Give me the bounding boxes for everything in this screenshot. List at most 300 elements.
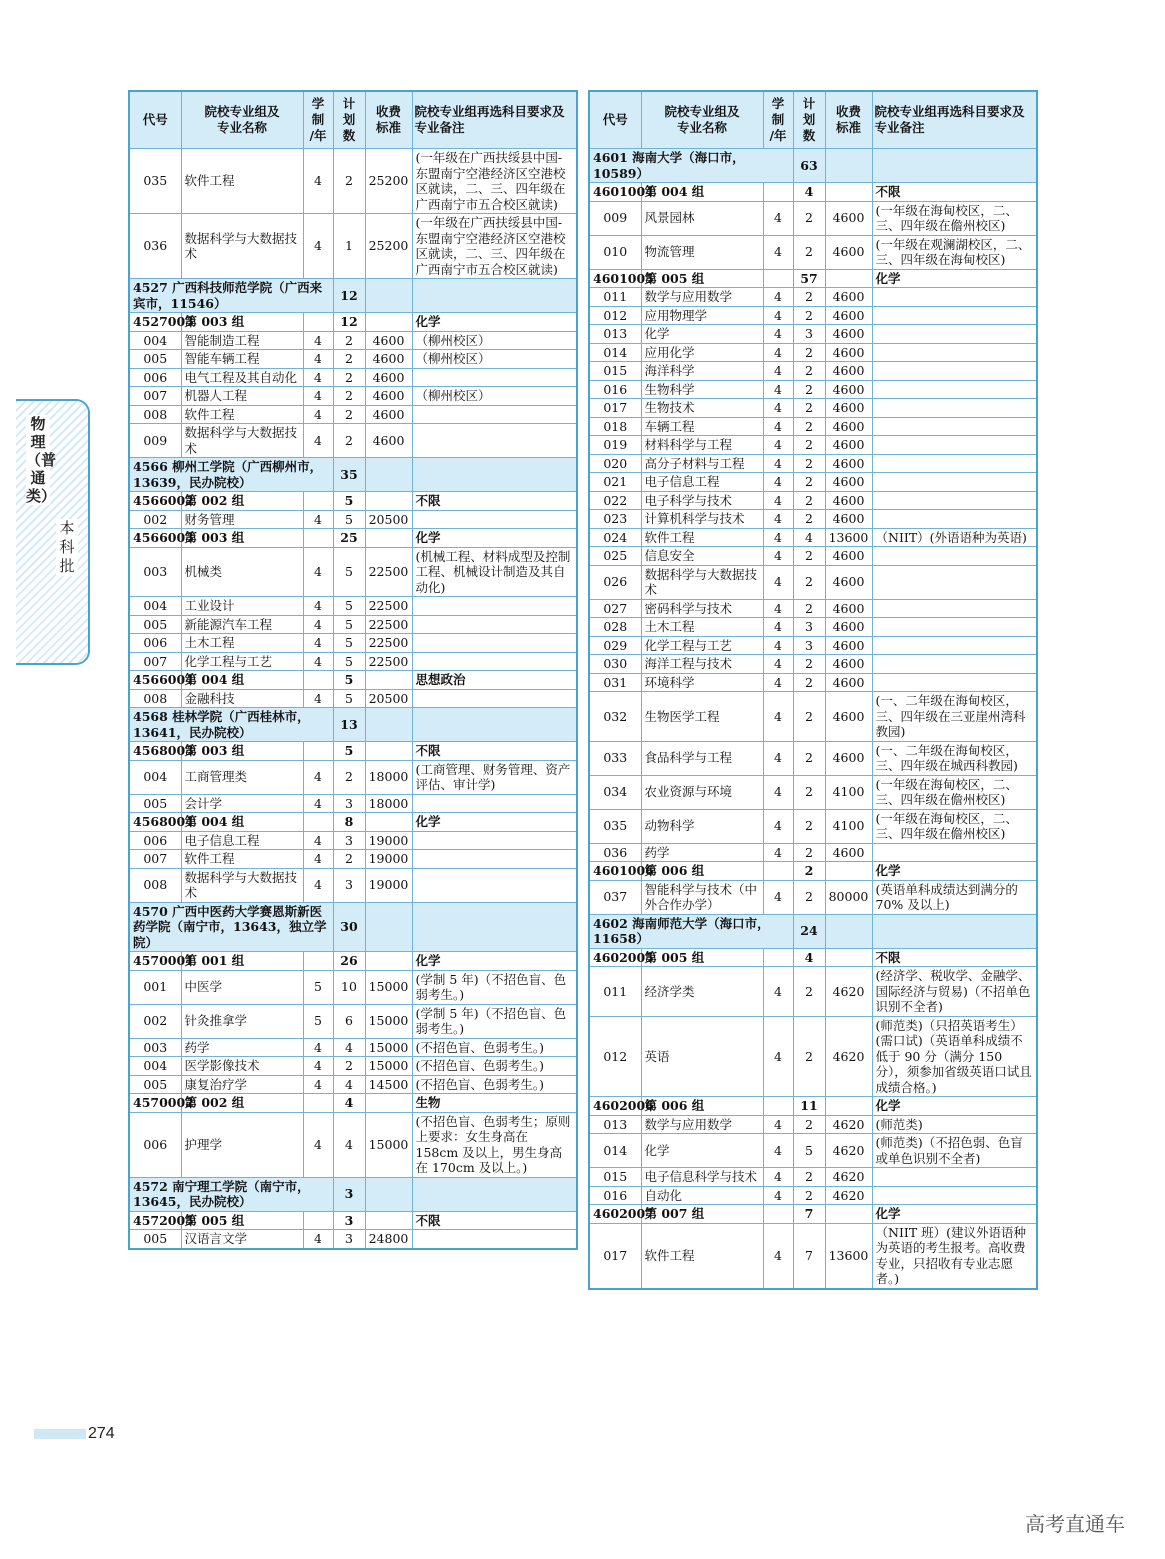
group-plan: 4	[793, 948, 825, 967]
group-code: 4570001	[129, 952, 181, 971]
major-plan: 2	[793, 741, 825, 775]
major-fee: 4600	[825, 673, 872, 692]
major-plan: 2	[793, 599, 825, 618]
university-row	[129, 902, 577, 952]
major-code: 006	[129, 831, 181, 850]
major-fee: 4600	[825, 636, 872, 655]
empty-cell	[763, 1205, 793, 1224]
major-name: 生物技术	[641, 399, 763, 418]
major-name: 电气工程及其自动化	[181, 368, 303, 387]
table-row	[129, 850, 577, 869]
major-years: 4	[303, 547, 333, 597]
university-row	[129, 1177, 577, 1211]
header-years: 学 制 /年	[303, 91, 333, 149]
major-fee: 4600	[825, 473, 872, 492]
major-code: 005	[129, 1075, 181, 1094]
major-name: 智能科学与技术（中外合作办学）	[641, 880, 763, 914]
major-note: （柳州校区）	[412, 331, 577, 350]
major-years: 4	[763, 343, 793, 362]
table-row	[589, 565, 1037, 599]
major-note: （NIIT 班）(建议外语语种为英语的考生报考。高收费专业，只招收有专业志愿者。)	[872, 1223, 1037, 1289]
major-years: 4	[303, 1057, 333, 1076]
major-fee: 4600	[825, 741, 872, 775]
major-name: 应用化学	[641, 343, 763, 362]
major-fee: 4600	[825, 380, 872, 399]
major-fee: 4600	[825, 306, 872, 325]
major-name: 机器人工程	[181, 387, 303, 406]
group-plan: 2	[793, 862, 825, 881]
major-note	[412, 850, 577, 869]
major-fee: 22500	[365, 547, 412, 597]
group-code: 4568003	[129, 742, 181, 761]
major-note	[872, 673, 1037, 692]
major-note	[872, 510, 1037, 529]
major-fee: 4600	[825, 599, 872, 618]
major-fee: 4600	[825, 288, 872, 307]
table-row	[129, 149, 577, 214]
header-notes: 院校专业组再选科目要求及 专业备注	[412, 91, 577, 149]
table-row	[589, 362, 1037, 381]
major-years: 4	[303, 214, 333, 279]
major-fee: 15000	[365, 970, 412, 1004]
major-note	[872, 1168, 1037, 1187]
empty-cell	[763, 948, 793, 967]
major-code: 004	[129, 1057, 181, 1076]
university-row	[129, 279, 577, 313]
major-note	[872, 655, 1037, 674]
group-plan: 12	[333, 313, 365, 332]
major-name: 金融科技	[181, 689, 303, 708]
major-plan: 2	[793, 491, 825, 510]
empty-cell	[365, 952, 412, 971]
group-row	[129, 529, 577, 548]
table-row	[589, 1168, 1037, 1187]
major-years: 4	[763, 843, 793, 862]
group-plan: 8	[333, 813, 365, 832]
major-name: 数据科学与大数据技术	[181, 868, 303, 902]
major-code: 017	[589, 399, 641, 418]
major-note	[872, 1186, 1037, 1205]
group-row	[589, 269, 1037, 288]
group-row	[589, 948, 1037, 967]
empty-cell	[412, 708, 577, 742]
major-code: 006	[129, 634, 181, 653]
major-years: 4	[303, 510, 333, 529]
major-years: 4	[303, 1230, 333, 1249]
group-subject-requirement: 不限	[412, 492, 577, 511]
major-code: 036	[129, 214, 181, 279]
major-note: (师范类)	[872, 1115, 1037, 1134]
table-row	[589, 528, 1037, 547]
empty-cell	[303, 492, 333, 511]
major-plan: 2	[333, 405, 365, 424]
major-code: 015	[589, 1168, 641, 1187]
major-name: 土木工程	[641, 618, 763, 637]
major-years: 4	[763, 491, 793, 510]
major-years: 4	[303, 149, 333, 214]
major-fee: 4620	[825, 1168, 872, 1187]
major-fee: 4600	[365, 387, 412, 406]
major-years: 4	[763, 599, 793, 618]
major-code: 012	[589, 1016, 641, 1097]
major-note	[872, 325, 1037, 344]
empty-cell	[825, 269, 872, 288]
major-code: 010	[589, 235, 641, 269]
major-code: 036	[589, 843, 641, 862]
group-name: 第 007 组	[641, 1205, 763, 1224]
major-fee: 4600	[825, 399, 872, 418]
major-note: (师范类)（不招色弱、色盲或单色识别不全者)	[872, 1134, 1037, 1168]
major-plan: 3	[793, 618, 825, 637]
table-row	[589, 880, 1037, 914]
major-years: 4	[303, 760, 333, 794]
major-fee: 4600	[825, 618, 872, 637]
major-name: 海洋工程与技术	[641, 655, 763, 674]
major-years: 4	[303, 794, 333, 813]
major-years: 4	[303, 350, 333, 369]
group-plan: 7	[793, 1205, 825, 1224]
major-years: 4	[763, 636, 793, 655]
major-fee: 4600	[825, 201, 872, 235]
major-years: 5	[303, 970, 333, 1004]
university-name: 4568 桂林学院（广西桂林市，13641，民办院校）	[129, 708, 333, 742]
major-code: 014	[589, 1134, 641, 1168]
group-name: 第 003 组	[181, 529, 303, 548]
major-fee: 22500	[365, 615, 412, 634]
major-note	[872, 306, 1037, 325]
major-name: 软件工程	[181, 405, 303, 424]
major-code: 023	[589, 510, 641, 529]
empty-cell	[303, 313, 333, 332]
group-subject-requirement: 化学	[872, 1097, 1037, 1116]
table-row	[589, 599, 1037, 618]
group-name: 第 005 组	[181, 1211, 303, 1230]
major-note	[872, 417, 1037, 436]
major-plan: 5	[333, 615, 365, 634]
major-fee: 4600	[365, 331, 412, 350]
major-name: 智能车辆工程	[181, 350, 303, 369]
major-fee: 20500	[365, 689, 412, 708]
major-note	[412, 615, 577, 634]
major-plan: 2	[793, 565, 825, 599]
major-name: 数学与应用数学	[641, 288, 763, 307]
side-tab-category: 物理（普通类）	[26, 415, 57, 505]
empty-cell	[365, 492, 412, 511]
major-name: 电子信息工程	[641, 473, 763, 492]
major-plan: 2	[793, 967, 825, 1017]
major-fee: 19000	[365, 831, 412, 850]
group-code: 4602005	[589, 948, 641, 967]
major-plan: 5	[333, 689, 365, 708]
major-plan: 2	[793, 510, 825, 529]
empty-cell	[763, 183, 793, 202]
major-name: 动物科学	[641, 809, 763, 843]
major-name: 智能制造工程	[181, 331, 303, 350]
table-row	[589, 1186, 1037, 1205]
major-note	[872, 454, 1037, 473]
major-plan: 2	[793, 235, 825, 269]
empty-cell	[825, 948, 872, 967]
major-plan: 5	[793, 1134, 825, 1168]
major-plan: 2	[793, 843, 825, 862]
major-name: 经济学类	[641, 967, 763, 1017]
major-fee: 4620	[825, 967, 872, 1017]
major-plan: 5	[333, 652, 365, 671]
major-note	[412, 652, 577, 671]
major-years: 4	[303, 831, 333, 850]
university-row	[129, 458, 577, 492]
major-plan: 4	[333, 1075, 365, 1094]
major-fee: 4100	[825, 775, 872, 809]
group-row	[129, 313, 577, 332]
major-plan: 2	[793, 809, 825, 843]
major-note	[872, 491, 1037, 510]
major-code: 027	[589, 599, 641, 618]
group-row	[589, 1205, 1037, 1224]
major-note	[872, 380, 1037, 399]
major-name: 汉语言文学	[181, 1230, 303, 1249]
major-plan: 2	[793, 454, 825, 473]
group-code: 4527003	[129, 313, 181, 332]
major-note: (英语单科成绩达到满分的 70% 及以上)	[872, 880, 1037, 914]
major-name: 康复治疗学	[181, 1075, 303, 1094]
major-years: 4	[763, 528, 793, 547]
major-plan: 2	[793, 775, 825, 809]
group-subject-requirement: 化学	[412, 952, 577, 971]
major-note	[872, 618, 1037, 637]
major-plan: 2	[793, 692, 825, 742]
group-subject-requirement: 化学	[872, 1205, 1037, 1224]
table-row	[129, 634, 577, 653]
major-fee: 4620	[825, 1016, 872, 1097]
major-fee: 13600	[825, 1223, 872, 1289]
major-plan: 5	[333, 547, 365, 597]
admission-table-right	[588, 90, 1038, 1290]
group-row	[129, 1094, 577, 1113]
major-code: 005	[129, 350, 181, 369]
major-years: 4	[763, 235, 793, 269]
table-row	[129, 597, 577, 616]
major-code: 021	[589, 473, 641, 492]
major-years: 4	[763, 1168, 793, 1187]
table-row	[589, 473, 1037, 492]
table-row	[129, 368, 577, 387]
major-code: 005	[129, 1230, 181, 1249]
major-plan: 2	[793, 436, 825, 455]
major-note: （柳州校区）	[412, 387, 577, 406]
major-years: 4	[763, 565, 793, 599]
table-row	[589, 380, 1037, 399]
major-plan: 2	[793, 655, 825, 674]
table-row	[129, 1004, 577, 1038]
page-number-block	[34, 1425, 114, 1441]
major-plan: 4	[333, 1038, 365, 1057]
table-row	[589, 843, 1037, 862]
major-fee: 19000	[365, 868, 412, 902]
major-name: 物流管理	[641, 235, 763, 269]
major-fee: 15000	[365, 1004, 412, 1038]
table-row	[589, 399, 1037, 418]
major-code: 011	[589, 288, 641, 307]
major-plan: 7	[793, 1223, 825, 1289]
major-note: (学制 5 年)（不招色盲、色弱考生。)	[412, 970, 577, 1004]
group-subject-requirement: 不限	[412, 1211, 577, 1230]
major-fee: 20500	[365, 510, 412, 529]
major-plan: 3	[333, 1230, 365, 1249]
major-code: 019	[589, 436, 641, 455]
major-note: (一年级在广西扶绥县中国-东盟南宁空港经济区空港校区就读，二、三、四年级在广西南宁市五合校区就读)	[412, 149, 577, 214]
major-name: 软件工程	[641, 1223, 763, 1289]
major-code: 014	[589, 343, 641, 362]
major-note: (不招色盲、色弱考生；原则上要求：女生身高在 158cm 及以上，男生身高在 170cm 及以上。)	[412, 1112, 577, 1177]
major-years: 4	[303, 1075, 333, 1094]
major-plan: 2	[793, 399, 825, 418]
major-plan: 3	[333, 831, 365, 850]
major-fee: 4600	[825, 343, 872, 362]
university-plan: 24	[793, 914, 825, 948]
empty-cell	[365, 1177, 412, 1211]
table-row	[589, 343, 1037, 362]
group-name: 第 002 组	[181, 492, 303, 511]
major-code: 024	[589, 528, 641, 547]
major-name: 数学与应用数学	[641, 1115, 763, 1134]
major-note	[412, 794, 577, 813]
table-row	[589, 636, 1037, 655]
empty-cell	[365, 1211, 412, 1230]
major-code: 016	[589, 380, 641, 399]
major-name: 医学影像技术	[181, 1057, 303, 1076]
major-fee: 19000	[365, 850, 412, 869]
major-name: 英语	[641, 1016, 763, 1097]
group-code: 4602007	[589, 1205, 641, 1224]
major-years: 4	[303, 652, 333, 671]
header-name: 院校专业组及 专业名称	[181, 91, 303, 149]
group-row	[589, 183, 1037, 202]
major-plan: 2	[793, 362, 825, 381]
group-code: 4570002	[129, 1094, 181, 1113]
major-fee: 22500	[365, 597, 412, 616]
major-name: 数据科学与大数据技术	[181, 424, 303, 458]
group-plan: 5	[333, 671, 365, 690]
major-plan: 2	[793, 417, 825, 436]
major-code: 004	[129, 760, 181, 794]
empty-cell	[872, 914, 1037, 948]
group-row	[589, 1097, 1037, 1116]
major-fee: 4600	[825, 655, 872, 674]
table-row	[589, 673, 1037, 692]
major-name: 电子科学与技术	[641, 491, 763, 510]
table-row	[589, 1016, 1037, 1097]
major-code: 028	[589, 618, 641, 637]
major-years: 4	[303, 850, 333, 869]
table-body	[589, 149, 1037, 1289]
major-fee: 18000	[365, 760, 412, 794]
major-code: 015	[589, 362, 641, 381]
group-name: 第 004 组	[181, 671, 303, 690]
group-row	[129, 671, 577, 690]
university-name: 4566 柳州工学院（广西柳州市，13639，民办院校）	[129, 458, 333, 492]
major-name: 数据科学与大数据技术	[181, 214, 303, 279]
major-name: 软件工程	[181, 149, 303, 214]
table-row	[589, 325, 1037, 344]
university-plan: 35	[333, 458, 365, 492]
major-plan: 1	[333, 214, 365, 279]
major-name: 农业资源与环境	[641, 775, 763, 809]
major-code: 030	[589, 655, 641, 674]
major-fee: 4600	[825, 362, 872, 381]
major-years: 4	[763, 880, 793, 914]
major-years: 5	[303, 1004, 333, 1038]
major-code: 029	[589, 636, 641, 655]
major-fee: 4600	[825, 547, 872, 566]
empty-cell	[365, 708, 412, 742]
table-row	[129, 1112, 577, 1177]
major-code: 008	[129, 689, 181, 708]
empty-cell	[303, 952, 333, 971]
major-plan: 2	[793, 547, 825, 566]
group-code: 4602006	[589, 1097, 641, 1116]
major-years: 4	[303, 689, 333, 708]
major-code: 020	[589, 454, 641, 473]
empty-cell	[825, 1205, 872, 1224]
group-subject-requirement: 思想政治	[412, 671, 577, 690]
major-name: 材料科学与工程	[641, 436, 763, 455]
major-name: 车辆工程	[641, 417, 763, 436]
major-plan: 2	[333, 387, 365, 406]
major-code: 031	[589, 673, 641, 692]
major-fee: 22500	[365, 652, 412, 671]
university-plan: 3	[333, 1177, 365, 1211]
major-name: 药学	[181, 1038, 303, 1057]
major-fee: 4600	[365, 424, 412, 458]
major-code: 033	[589, 741, 641, 775]
group-name: 第 004 组	[641, 183, 763, 202]
group-code: 4572005	[129, 1211, 181, 1230]
major-note	[412, 831, 577, 850]
major-code: 006	[129, 1112, 181, 1177]
major-fee: 15000	[365, 1057, 412, 1076]
major-plan: 2	[793, 306, 825, 325]
table-row	[589, 417, 1037, 436]
major-years: 4	[763, 510, 793, 529]
major-fee: 15000	[365, 1038, 412, 1057]
group-plan: 5	[333, 742, 365, 761]
major-name: 环境科学	[641, 673, 763, 692]
group-code: 4566003	[129, 529, 181, 548]
major-plan: 2	[793, 1186, 825, 1205]
major-code: 005	[129, 794, 181, 813]
major-name: 风景园林	[641, 201, 763, 235]
major-plan: 2	[793, 1168, 825, 1187]
empty-cell	[365, 313, 412, 332]
major-plan: 2	[793, 673, 825, 692]
major-plan: 4	[793, 528, 825, 547]
empty-cell	[412, 902, 577, 952]
group-code: 4566004	[129, 671, 181, 690]
major-name: 数据科学与大数据技术	[641, 565, 763, 599]
major-plan: 2	[333, 368, 365, 387]
major-note: (一年级在海甸校区，二、三、四年级在儋州校区)	[872, 809, 1037, 843]
major-code: 007	[129, 652, 181, 671]
group-plan: 5	[333, 492, 365, 511]
major-fee: 4600	[825, 417, 872, 436]
major-name: 软件工程	[181, 850, 303, 869]
group-code: 4601004	[589, 183, 641, 202]
major-fee: 4100	[825, 809, 872, 843]
major-plan: 5	[333, 510, 365, 529]
table-row	[589, 967, 1037, 1017]
table-row	[589, 288, 1037, 307]
